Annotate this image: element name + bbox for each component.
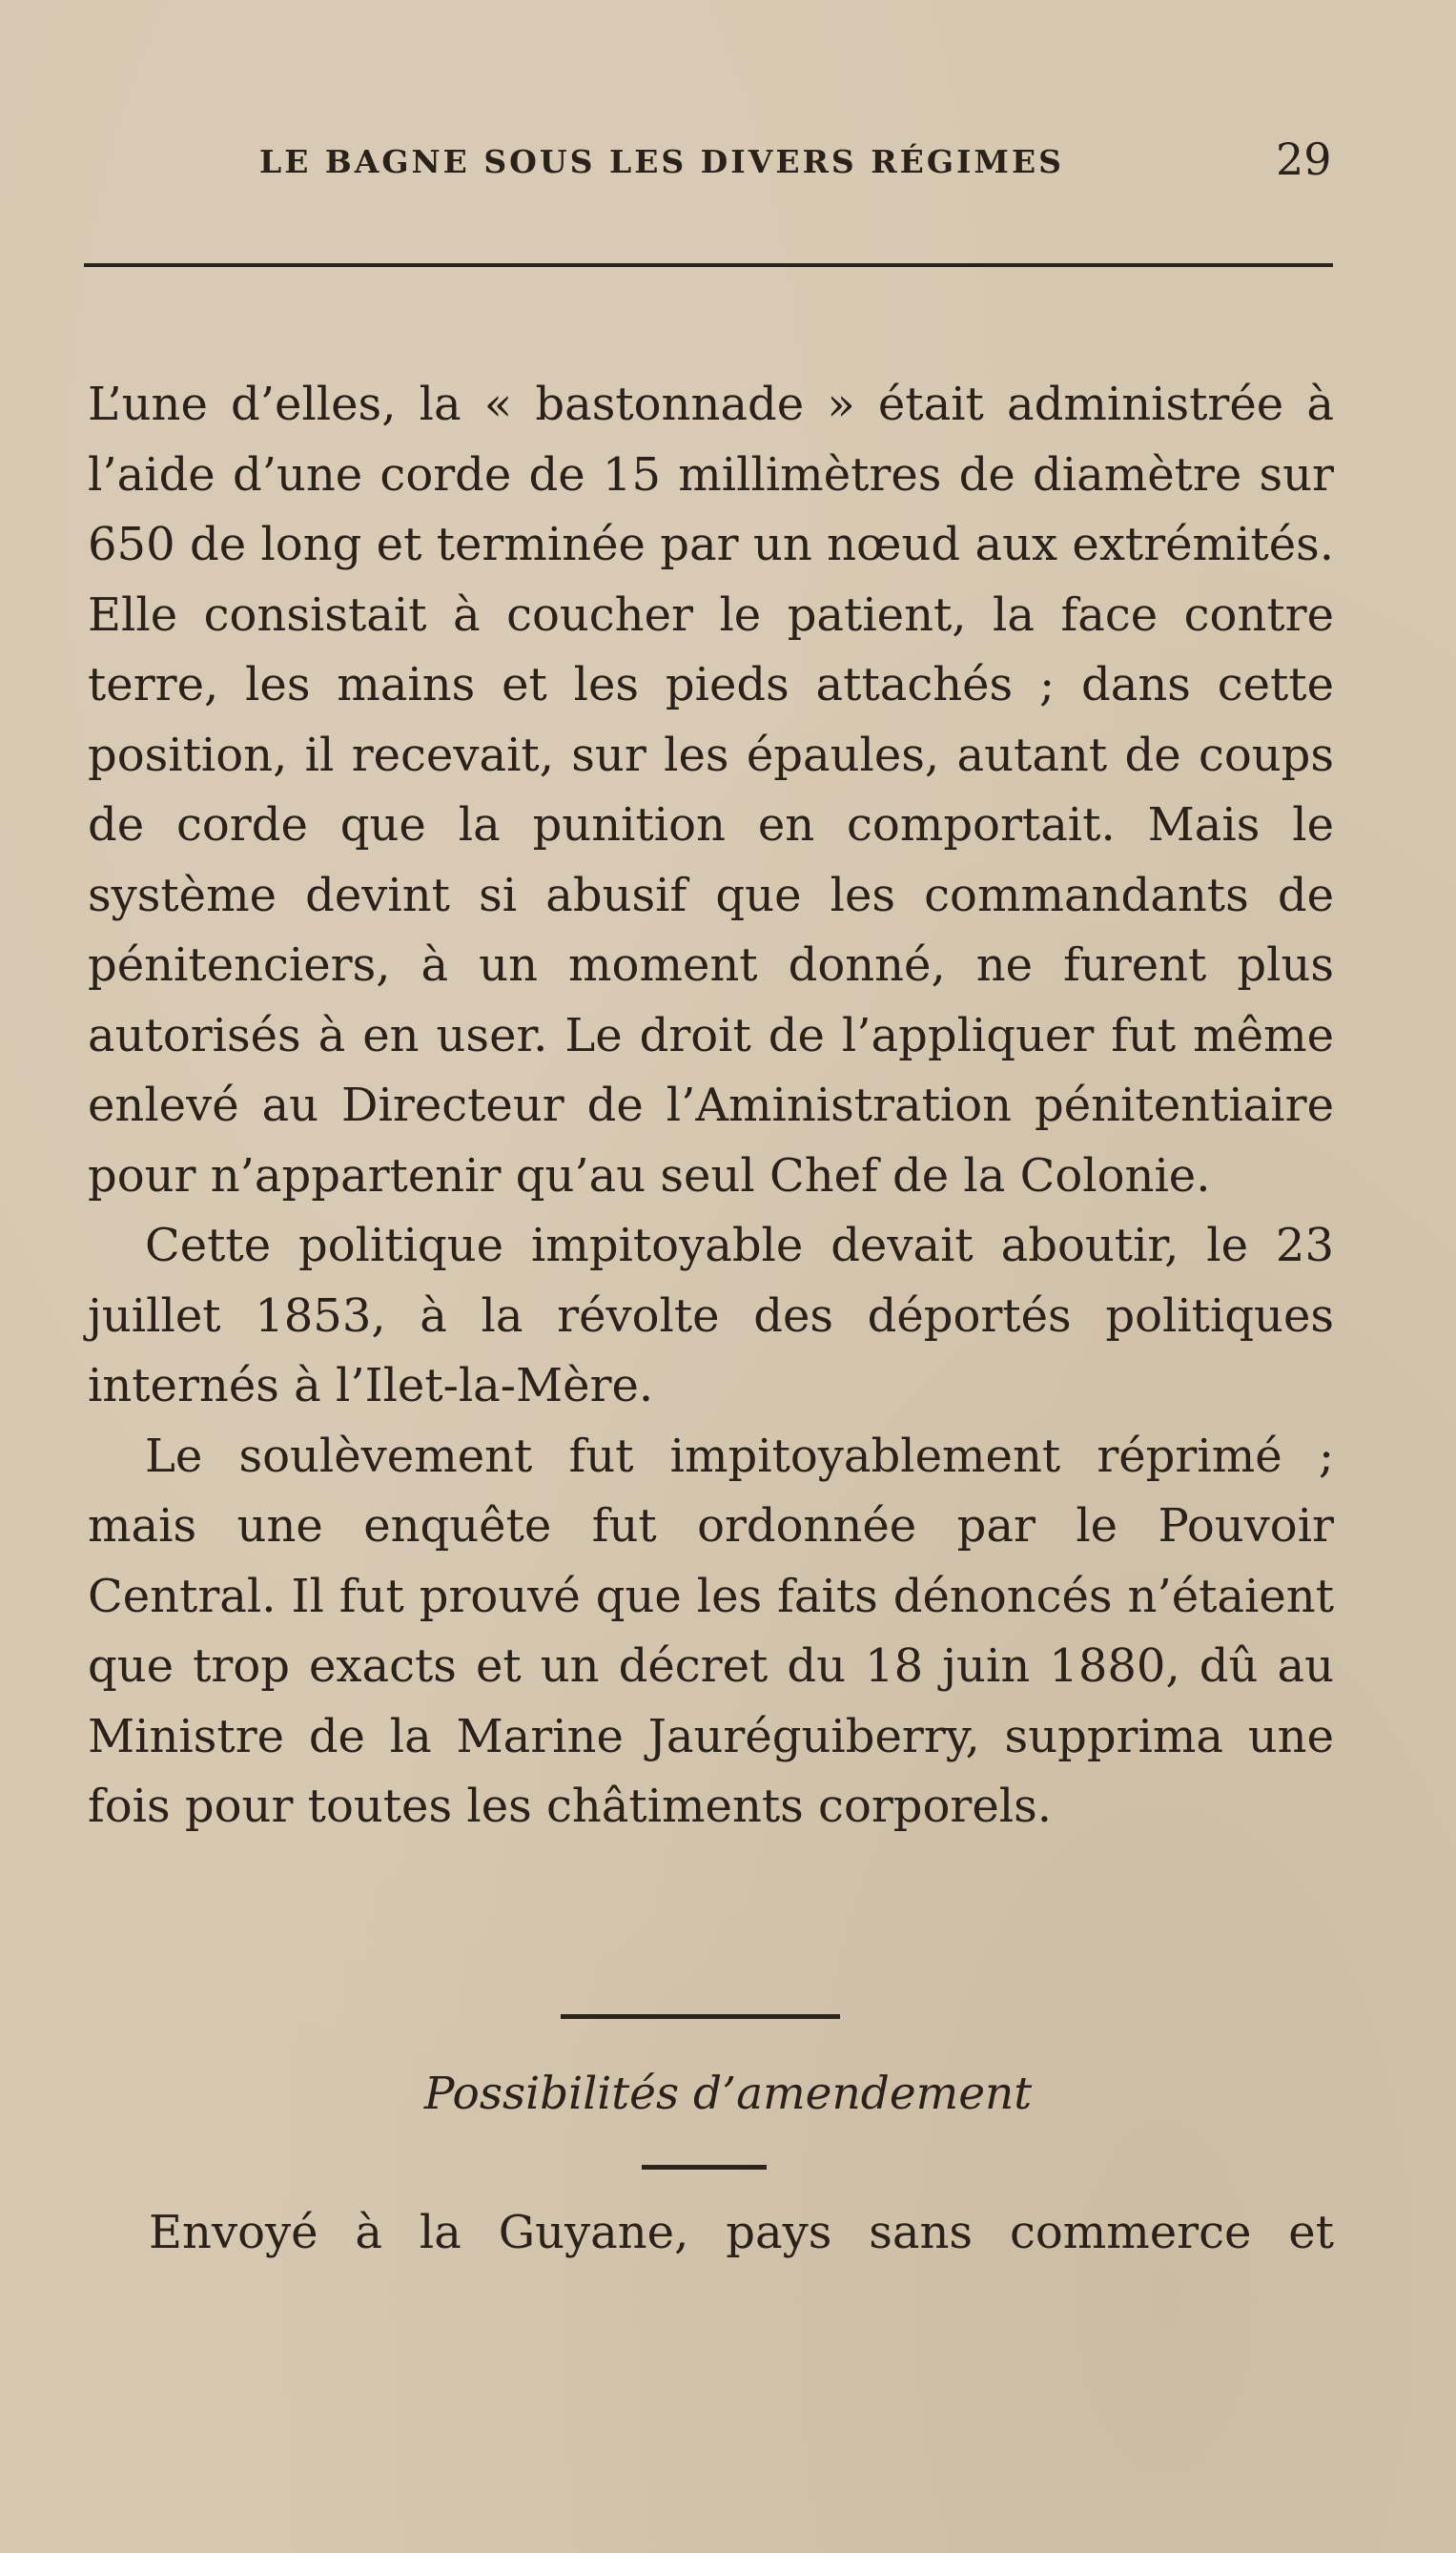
page-number: 29 xyxy=(1276,134,1332,185)
body-text xyxy=(88,370,1334,1843)
paragraph-bastonnade: L’une d’elles, la « bastonnade » était administrée à l’aide d’une corde de 15 millimètres de diamètre sur 650 de long et terminée par un nœud aux extrémités. Elle consistait à coucher le patient, la face contre terre, les mains et les pieds attachés ; dans cette position, il recevait, sur les épaules, autant de coups de corde que la punition en comportait. Mais le système devint si abusif que les commandants de pénitenciers, à un moment donné, ne furent plus autorisés à en user. Le droit de l’appliquer fut même enlevé au Directeur de l’Aministration pénitentiaire pour n’appartenir qu’au seul Chef de la Colonie. xyxy=(88,378,1334,1203)
paragraph-revolte: Cette politique impitoyable devait aboutir, le 23 juillet 1853, à la révolte des déportés politiques internés à l’Ilet-la-Mère. xyxy=(88,1219,1334,1412)
section-title: Possibilités d’amendement xyxy=(423,2068,1033,2120)
section-divider-bottom xyxy=(642,2165,767,2170)
section-first-line: Envoyé à la Guyane, pays sans commerce et xyxy=(149,2206,1334,2259)
running-header xyxy=(0,134,1456,191)
header-divider xyxy=(84,263,1333,267)
section-divider-top xyxy=(561,2014,840,2019)
running-title: LE BAGNE SOUS LES DIVERS RÉGIMES xyxy=(259,143,1064,180)
paragraph-soulevement: Le soulèvement fut impitoyablement réprimé ; mais une enquête fut ordonnée par le Pouvoir Central. Il fut prouvé que les faits dénoncés n’étaient que trop exacts et un décret du 18 juin 1880, dû au Ministre de la Marine Jauréguiberry, supprima une fois pour toutes les châtiments corporels. xyxy=(88,1429,1334,1833)
